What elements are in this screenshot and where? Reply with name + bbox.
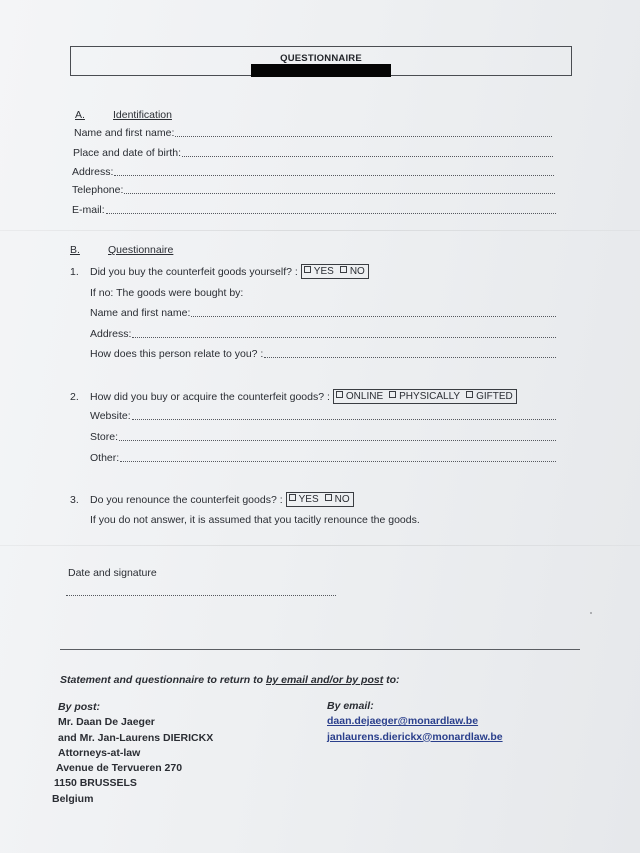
q1-subheading: If no: The goods were bought by: [90, 287, 244, 299]
option-online[interactable] [336, 391, 383, 402]
paper-fold-crease [0, 545, 640, 546]
field-telephone [72, 184, 555, 196]
signature-label: Date and signature [68, 567, 157, 579]
paper-fold-crease [0, 230, 640, 231]
fill-line[interactable] [264, 349, 556, 358]
fill-line[interactable] [175, 128, 552, 137]
question-2 [70, 389, 517, 404]
question-text: Do you renounce the counterfeit goods? : [90, 494, 283, 506]
option-label: GIFTED [476, 391, 513, 402]
option-label: YES [313, 266, 334, 277]
question-number: 1. [70, 266, 79, 278]
checkbox-icon[interactable] [336, 391, 343, 398]
redaction-bar [251, 64, 391, 77]
option-physically[interactable] [389, 391, 460, 402]
email-heading: By email: [327, 700, 374, 712]
paper-speck [590, 612, 592, 614]
q2-field-other [90, 452, 556, 464]
fill-line[interactable] [182, 148, 553, 157]
field-label: Telephone: [72, 184, 124, 196]
checkbox-icon[interactable] [325, 494, 332, 501]
field-label: Name and first name: [74, 127, 175, 139]
field-name [74, 127, 552, 139]
section-b-title: Questionnaire [108, 244, 174, 256]
option-label: PHYSICALLY [399, 391, 461, 402]
section-b-letter: B. [70, 244, 80, 256]
q2-field-store [90, 431, 556, 443]
option-label: ONLINE [345, 391, 384, 402]
post-line: Attorneys-at-law [58, 746, 141, 759]
option-gifted[interactable] [466, 391, 513, 402]
option-label: NO [349, 266, 365, 277]
option-no[interactable] [325, 494, 350, 505]
checkbox-icon[interactable] [289, 494, 296, 501]
post-address-block [52, 700, 214, 807]
answer-box [286, 492, 354, 507]
page-title: QUESTIONNAIRE [280, 53, 362, 64]
field-label: Other: [90, 452, 120, 464]
email-link-dejaeger[interactable]: daan.dejaeger@monardlaw.be [327, 715, 479, 728]
question-text: Did you buy the counterfeit goods yourself? : [90, 266, 298, 278]
q1-field-address [90, 328, 556, 340]
post-line: Belgium [52, 792, 94, 805]
option-label: YES [298, 494, 319, 505]
checkbox-icon[interactable] [466, 391, 473, 398]
option-yes[interactable] [304, 266, 334, 277]
field-label: Address: [90, 328, 132, 340]
question-1 [70, 264, 369, 279]
section-b-heading [70, 244, 173, 256]
fill-line[interactable] [132, 411, 556, 420]
email-link-dierickx[interactable]: janlaurens.dierickx@monardlaw.be [327, 730, 503, 743]
option-yes[interactable] [289, 494, 319, 505]
answer-box [333, 389, 517, 404]
return-intro: Statement and questionnaire to return to [60, 674, 266, 686]
checkbox-icon[interactable] [304, 266, 311, 273]
field-label: E-mail: [72, 204, 105, 216]
post-line: and Mr. Jan-Laurens DIERICKX [58, 731, 214, 744]
field-label: Name and first name: [90, 307, 191, 319]
email-block [327, 699, 503, 745]
fill-line[interactable] [106, 205, 556, 214]
return-method: by email and/or by post [265, 674, 384, 686]
field-label: Address: [72, 166, 114, 178]
post-line: Mr. Daan De Jaeger [58, 716, 155, 729]
checkbox-icon[interactable] [340, 266, 347, 273]
field-label: How does this person relate to you? : [90, 348, 264, 360]
option-no[interactable] [340, 266, 365, 277]
fill-line[interactable] [124, 185, 555, 194]
fill-line[interactable] [114, 167, 554, 176]
field-label: Place and date of birth: [73, 147, 181, 159]
field-address [72, 166, 554, 178]
section-a-letter: A. [75, 109, 85, 121]
checkbox-icon[interactable] [389, 391, 396, 398]
q1-field-relation [90, 348, 556, 360]
answer-box [301, 264, 369, 279]
field-label: Website: [90, 410, 131, 422]
question-number: 3. [70, 494, 79, 506]
field-birth [73, 147, 553, 159]
fill-line[interactable] [191, 308, 556, 317]
return-intro-end: to: [383, 674, 400, 686]
post-line: 1150 BRUSSELS [54, 777, 137, 790]
post-line: Avenue de Tervueren 270 [56, 762, 183, 775]
section-a-heading [75, 109, 172, 121]
field-email [72, 204, 556, 216]
return-instructions [60, 674, 400, 686]
fill-line[interactable] [132, 329, 556, 338]
fill-line[interactable] [119, 432, 556, 441]
option-label: NO [334, 494, 350, 505]
title-box [70, 46, 572, 76]
question-number: 2. [70, 391, 79, 403]
question-3 [70, 492, 354, 507]
signature-line[interactable] [66, 595, 336, 596]
fill-line[interactable] [120, 453, 556, 462]
q3-note: If you do not answer, it is assumed that you tacitly renounce the goods. [90, 514, 420, 526]
separator-line [60, 649, 580, 650]
question-text: How did you buy or acquire the counterfeit goods? : [90, 391, 330, 403]
q1-field-name [90, 307, 556, 319]
post-heading: By post: [58, 701, 100, 713]
field-label: Store: [90, 431, 119, 443]
section-a-title: Identification [113, 109, 172, 121]
q2-field-website [90, 410, 556, 422]
